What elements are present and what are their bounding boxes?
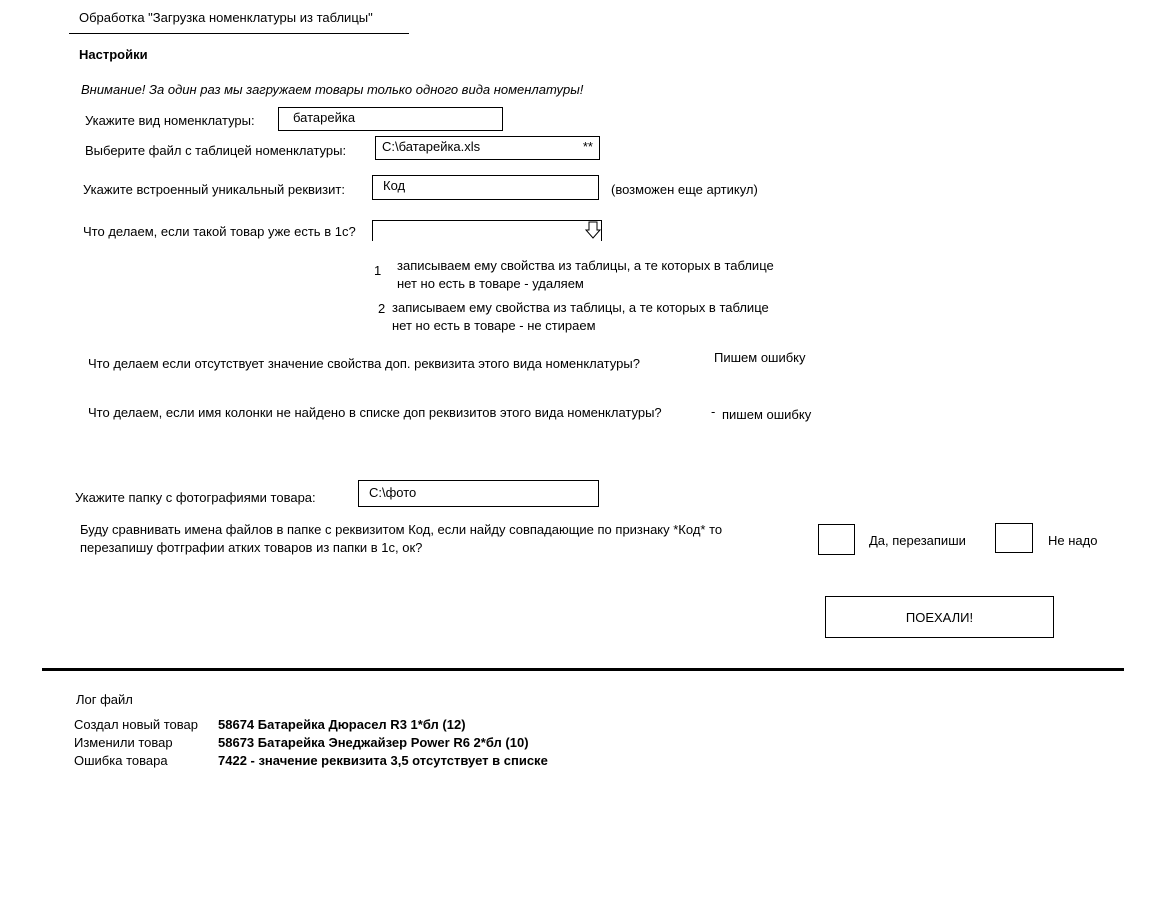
photo-compare-line2: перезапишу фотграфии атких товаров из папки в 1с, ок? — [80, 540, 423, 555]
nomenclature-type-field[interactable] — [278, 107, 503, 131]
log-entry-text: 7422 - значение реквизита 3,5 отсутствует в списке — [218, 753, 548, 768]
nomenclature-type-label: Укажите вид номенклатуры: — [85, 113, 255, 128]
log-entry-type: Создал новый товар — [74, 717, 198, 732]
yes-overwrite-label: Да, перезапиши — [869, 533, 966, 548]
missing-value-question: Что делаем если отсутствует значение свойства доп. реквизита этого вида номенклатуры? — [88, 356, 640, 371]
option-2-line1[interactable]: записываем ему свойства из таблицы, а те которых в таблице — [392, 300, 769, 315]
log-heading: Лог файл — [76, 692, 133, 707]
title-underline — [69, 33, 409, 34]
photo-folder-value: C:\фото — [369, 485, 417, 500]
log-entry-type: Изменили товар — [74, 735, 173, 750]
window-title: Обработка "Загрузка номенклатуры из таблицы" — [79, 10, 373, 25]
missing-column-question: Что делаем, если имя колонки не найдено в списке доп реквизитов этого вида номенклатуры? — [88, 405, 662, 420]
photo-folder-label: Укажите папку с фотографиями товара: — [75, 490, 316, 505]
unique-attribute-label: Укажите встроенный уникальный реквизит: — [83, 182, 345, 197]
file-marker: ** — [582, 139, 593, 154]
photo-folder-field[interactable] — [358, 480, 599, 507]
option-2-number: 2 — [378, 301, 386, 316]
option-2-line2[interactable]: нет но есть в товаре - не стираем — [392, 318, 596, 333]
nomenclature-type-value: батарейка — [293, 110, 356, 125]
option-1-line1[interactable]: записываем ему свойства из таблицы, а те которых в таблице — [397, 258, 774, 273]
unique-attribute-value: Код — [383, 178, 406, 193]
dropdown-arrow-icon[interactable] — [585, 221, 601, 239]
unique-attribute-hint: (возможен еще артикул) — [611, 182, 758, 197]
settings-heading: Настройки — [79, 47, 148, 62]
photo-compare-line1: Буду сравнивать имена файлов в папке с реквизитом Код, если найду совпадающие по признаку *Код* то — [80, 522, 723, 537]
missing-value-answer: Пишем ошибку — [714, 350, 806, 365]
missing-column-answer: пишем ошибку — [722, 407, 812, 422]
warning-text: Внимание! За один раз мы загружаем товары только одного вида номенлатуры! — [81, 82, 584, 97]
file-label: Выберите файл с таблицей номенклатуры: — [85, 143, 347, 158]
log-entry-type: Ошибка товара — [74, 753, 168, 768]
log-entry-text: 58673 Батарейка Энеджайзер Power R6 2*бл (10) — [218, 735, 529, 750]
yes-overwrite-checkbox[interactable] — [818, 524, 855, 555]
option-1-line2[interactable]: нет но есть в товаре - удаляем — [397, 276, 584, 291]
file-field[interactable] — [375, 136, 600, 160]
file-value: C:\батарейка.xls — [382, 139, 481, 154]
log-divider — [42, 668, 1124, 671]
option-1-number: 1 — [374, 263, 382, 278]
missing-column-dash: - — [711, 404, 716, 419]
unique-attribute-field[interactable] — [372, 175, 599, 200]
no-overwrite-checkbox[interactable] — [995, 523, 1033, 553]
log-entry-text: 58674 Батарейка Дюрасел R3 1*бл (12) — [218, 717, 466, 732]
no-overwrite-label: Не надо — [1048, 533, 1098, 548]
existing-item-dropdown[interactable] — [372, 220, 602, 241]
run-button[interactable]: ПОЕХАЛИ! — [825, 596, 1054, 638]
existing-item-label: Что делаем, если такой товар уже есть в 1с? — [83, 224, 356, 239]
